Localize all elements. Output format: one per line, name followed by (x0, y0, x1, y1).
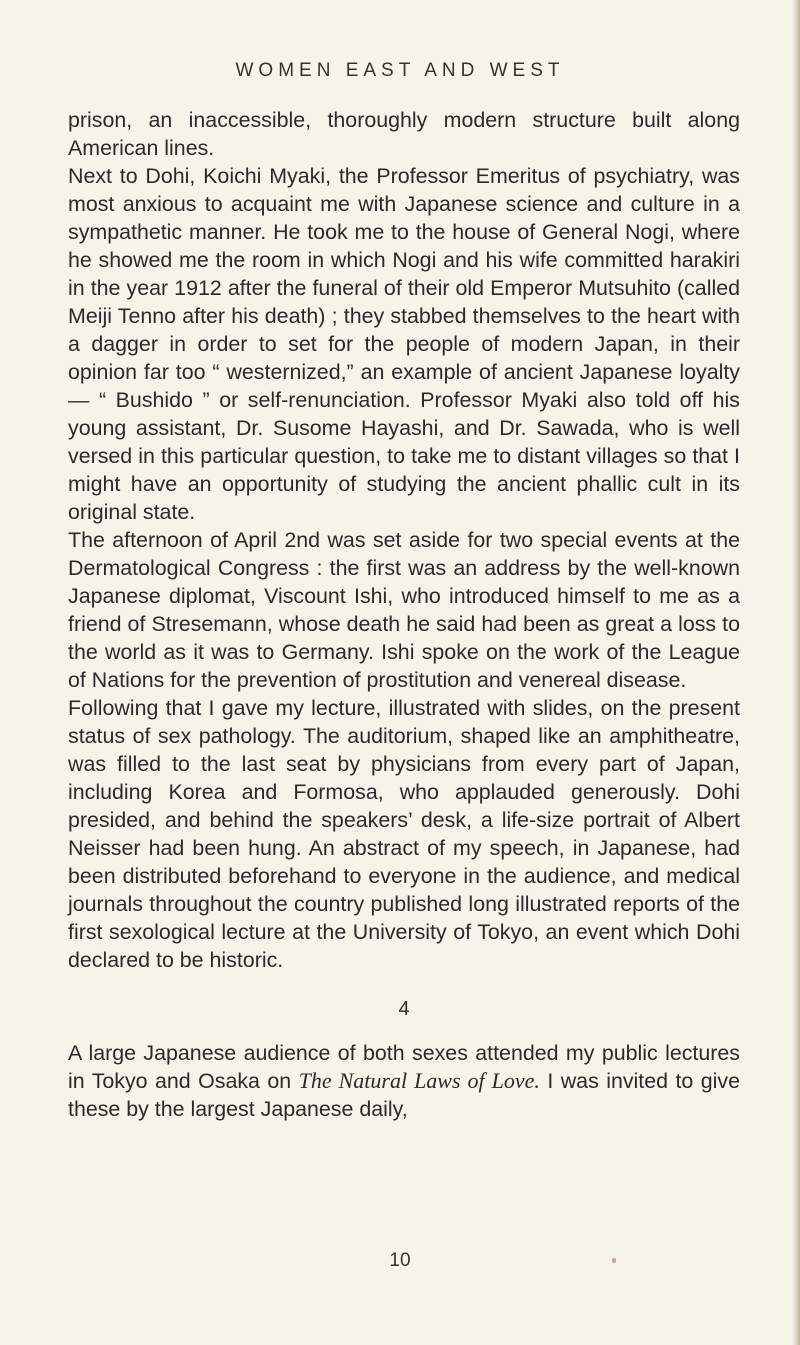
paragraph-congress: The afternoon of April 2nd was set aside for two special events at the Dermatological Congress : the first was an address by the well-known Japanese diplomat, Viscount Ishi, who introduced himself to me as a friend of Stresemann, whose death he said had been as great a loss to the world as it was to Germany. Ishi spoke on the work of the League of Nations for the prevention of prostitution and venereal disease. (68, 528, 740, 692)
ink-mark (612, 1258, 616, 1263)
page-number: 10 (389, 1250, 411, 1271)
section-number: 4 (398, 998, 410, 1020)
book-title: The Natural Laws of Love. (298, 1068, 540, 1093)
paragraph-text-after: I was invited to give these by the largest Japanese daily, (68, 1069, 740, 1121)
paragraph-text-before: A large Japanese audience of both sexes attended my public lectures in Tokyo and Osaka on (68, 1041, 740, 1093)
page-edge (792, 0, 800, 1345)
paragraph-public-lectures (68, 1039, 740, 1123)
body-text (68, 106, 740, 1123)
paragraph-lecture: Following that I gave my lecture, illustrated with slides, on the present status of sex pathology. The auditorium, shaped like an amphitheatre, was filled to the last seat by physicians from every part of Japan, including Korea and Formosa, who applauded generously. Dohi presided, and behind the speakers’ desk, a life-size portrait of Albert Neisser had been hung. An abstract of my speech, in Japanese, had been distributed beforehand to everyone in the audience, and medical journals throughout the country published long illustrated reports of the first sexological lecture at the University of Tokyo, an event which Dohi declared to be historic. (68, 696, 740, 972)
paragraph-continued: prison, an inaccessible, thoroughly modern structure built along American lines. (68, 108, 740, 160)
paragraph-myaki: Next to Dohi, Koichi Myaki, the Professor Emeritus of psychiatry, was most anxious to acquaint me with Japanese science and culture in a sympathetic manner. He took me to the house of General Nogi, where he showed me the room in which Nogi and his wife committed harakiri in the year 1912 after the funeral of their old Emperor Mutsuhito (called Meiji Tenno after his death) ; they stabbed themselves to the heart with a dagger in order to set for the people of modern Japan, in their opinion far too “ westernized,” an example of ancient Japanese loyalty— “ Bushido ” or self-renunciation. Professor Myaki also told off his young assistant, Dr. Susome Hayashi, and Dr. Sawada, who is well versed in this particular question, to take me to distant villages so that I might have an opportunity of studying the ancient phallic cult in its original state. (68, 164, 740, 524)
running-header: WOMEN EAST AND WEST (235, 60, 565, 81)
